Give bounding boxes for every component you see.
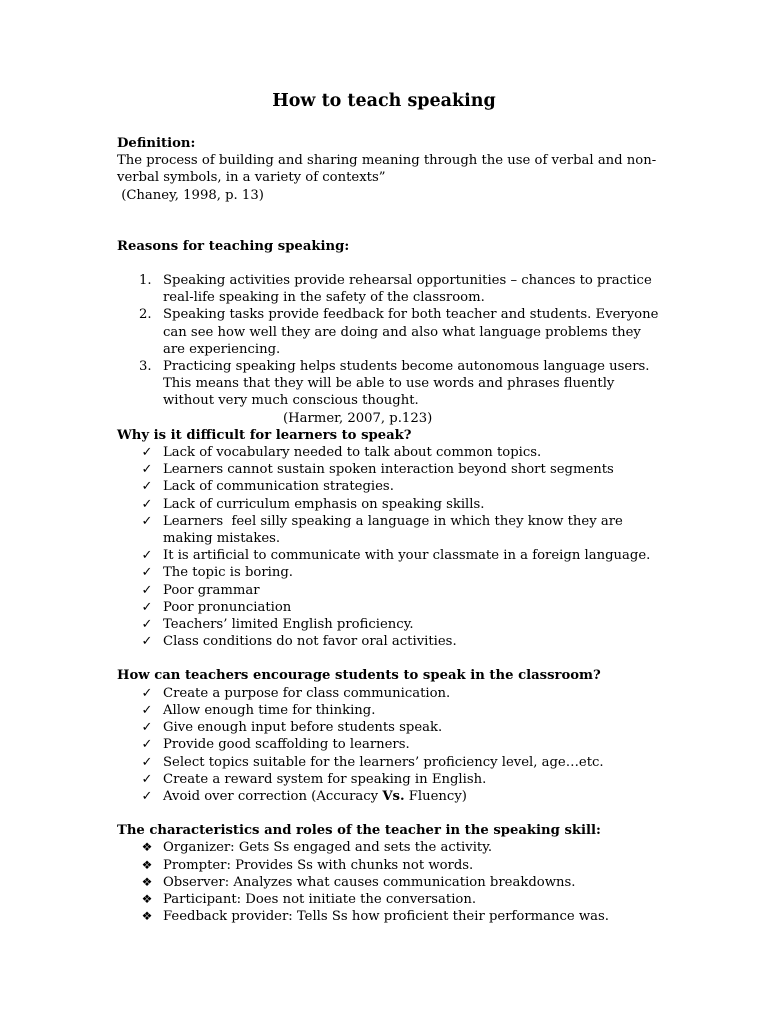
- definition-heading: Definition:: [117, 136, 196, 151]
- diamond-bullet-icon: ❖: [141, 909, 153, 924]
- list-item: [117, 599, 677, 616]
- list-item-line: Create a reward system for speaking in English.: [163, 771, 487, 787]
- list-item: [117, 582, 677, 599]
- list-item-line: Poor pronunciation: [163, 599, 292, 615]
- list-item: [117, 513, 677, 547]
- list-item-line: Learners feel silly speaking a language in which they know they are: [163, 513, 623, 529]
- check-icon: ✓: [141, 582, 153, 598]
- list-item: [117, 358, 677, 410]
- check-icon: ✓: [141, 462, 153, 478]
- list-item: [117, 754, 677, 771]
- list-item-line: are experiencing.: [163, 341, 281, 357]
- list-item-text: Fluency): [404, 788, 467, 804]
- list-item-line: without very much conscious thought.: [163, 393, 419, 409]
- check-icon: ✓: [141, 788, 153, 804]
- list-item-line: Organizer: Gets Ss engaged and sets the activity.: [163, 840, 493, 856]
- diamond-bullet-icon: ❖: [141, 891, 153, 906]
- list-item-line: This means that they will be able to use words and phrases fluently: [163, 376, 615, 392]
- list-item-line: can see how well they are doing and also what language problems they: [163, 324, 641, 340]
- difficulty-heading: Why is it difficult for learners to speak?: [117, 427, 412, 443]
- list-item-line: [163, 788, 677, 805]
- spacer: [117, 650, 677, 667]
- item-number: 2.: [139, 307, 152, 323]
- list-item: [117, 685, 677, 702]
- spacer: [117, 204, 677, 238]
- list-item: [117, 564, 677, 581]
- list-item-line: Learners cannot sustain spoken interaction beyond short segments: [163, 462, 614, 478]
- list-item-text: Avoid over correction (Accuracy: [163, 788, 383, 804]
- list-item: [117, 272, 677, 306]
- list-item: [117, 736, 677, 753]
- list-item-line: making mistakes.: [163, 531, 281, 547]
- list-item-line: real-life speaking in the safety of the classroom.: [163, 290, 485, 306]
- reasons-citation: (Harmer, 2007, p.123): [283, 410, 433, 426]
- check-icon: ✓: [141, 479, 153, 495]
- list-item: [117, 478, 677, 495]
- definition-text-line: The process of building and sharing meaning through the use of verbal and non-: [117, 153, 657, 169]
- list-item: [117, 839, 677, 856]
- encourage-list: [117, 685, 677, 805]
- diamond-bullet-icon: ❖: [141, 840, 153, 855]
- check-icon: ✓: [141, 685, 153, 701]
- list-item-line: Create a purpose for class communication.: [163, 685, 451, 701]
- list-item: [117, 547, 677, 564]
- list-item-line: Speaking tasks provide feedback for both teacher and students. Everyone: [163, 307, 659, 323]
- list-item: [117, 702, 677, 719]
- definition-text-line: verbal symbols, in a variety of contexts”: [117, 170, 386, 186]
- definition-citation: (Chaney, 1998, p. 13): [117, 187, 264, 203]
- list-item-line: Provide good scaffolding to learners.: [163, 737, 410, 753]
- list-item: [117, 771, 677, 788]
- list-item-line: Speaking activities provide rehearsal opportunities – chances to practice: [163, 273, 652, 289]
- reasons-heading: Reasons for teaching speaking:: [117, 238, 350, 254]
- list-item: [117, 616, 677, 633]
- list-item-line: Teachers’ limited English proficiency.: [163, 617, 414, 633]
- list-item-line: Class conditions do not favor oral activities.: [163, 634, 457, 650]
- reasons-list: [117, 272, 677, 410]
- list-item-line: Poor grammar: [163, 582, 260, 598]
- diamond-bullet-icon: ❖: [141, 874, 153, 889]
- check-icon: ✓: [141, 548, 153, 564]
- list-item-emphasis: Vs.: [382, 788, 405, 804]
- list-item-line: Participant: Does not initiate the conversation.: [163, 891, 477, 907]
- spacer: [117, 255, 677, 272]
- list-item: [117, 874, 677, 891]
- list-item: [117, 788, 677, 805]
- list-item: [117, 857, 677, 874]
- check-icon: ✓: [141, 771, 153, 787]
- list-item: [117, 719, 677, 736]
- check-icon: ✓: [141, 496, 153, 512]
- list-item-line: Select topics suitable for the learners’ proficiency level, age…etc.: [163, 754, 604, 770]
- check-icon: ✓: [141, 599, 153, 615]
- check-icon: ✓: [141, 445, 153, 461]
- list-item-line: Practicing speaking helps students become autonomous language users.: [163, 359, 650, 375]
- list-item: [117, 461, 677, 478]
- check-icon: ✓: [141, 617, 153, 633]
- spacer: [117, 805, 677, 822]
- list-item-line: The topic is boring.: [163, 565, 293, 581]
- list-item-line: Feedback provider: Tells Ss how proficient their performance was.: [163, 909, 609, 925]
- list-item: [117, 633, 677, 650]
- list-item-line: Lack of curriculum emphasis on speaking skills.: [163, 496, 485, 512]
- list-item: [117, 908, 677, 925]
- list-item: [117, 496, 677, 513]
- diamond-bullet-icon: ❖: [141, 857, 153, 872]
- check-icon: ✓: [141, 513, 153, 529]
- check-icon: ✓: [141, 720, 153, 736]
- list-item-line: Prompter: Provides Ss with chunks not words.: [163, 857, 474, 873]
- item-number: 3.: [139, 359, 152, 375]
- encourage-heading: How can teachers encourage students to speak in the classroom?: [117, 668, 601, 684]
- check-icon: ✓: [141, 754, 153, 770]
- list-item-line: Lack of communication strategies.: [163, 479, 394, 495]
- document-body: [117, 135, 677, 925]
- document-title: How to teach speaking: [272, 91, 496, 111]
- check-icon: ✓: [141, 634, 153, 650]
- list-item: [117, 891, 677, 908]
- roles-heading: The characteristics and roles of the teacher in the speaking skill:: [117, 823, 601, 839]
- check-icon: ✓: [141, 737, 153, 753]
- list-item-line: It is artificial to communicate with your classmate in a foreign language.: [163, 548, 651, 564]
- item-number: 1.: [139, 273, 152, 289]
- list-item-line: Give enough input before students speak.: [163, 720, 443, 736]
- list-item-line: Lack of vocabulary needed to talk about common topics.: [163, 445, 542, 461]
- check-icon: ✓: [141, 702, 153, 718]
- roles-list: [117, 839, 677, 925]
- list-item: [117, 306, 677, 358]
- check-icon: ✓: [141, 565, 153, 581]
- list-item-line: Observer: Analyzes what causes communication breakdowns.: [163, 874, 576, 890]
- list-item-line: Allow enough time for thinking.: [163, 702, 376, 718]
- difficulty-list: [117, 444, 677, 650]
- list-item: [117, 444, 677, 461]
